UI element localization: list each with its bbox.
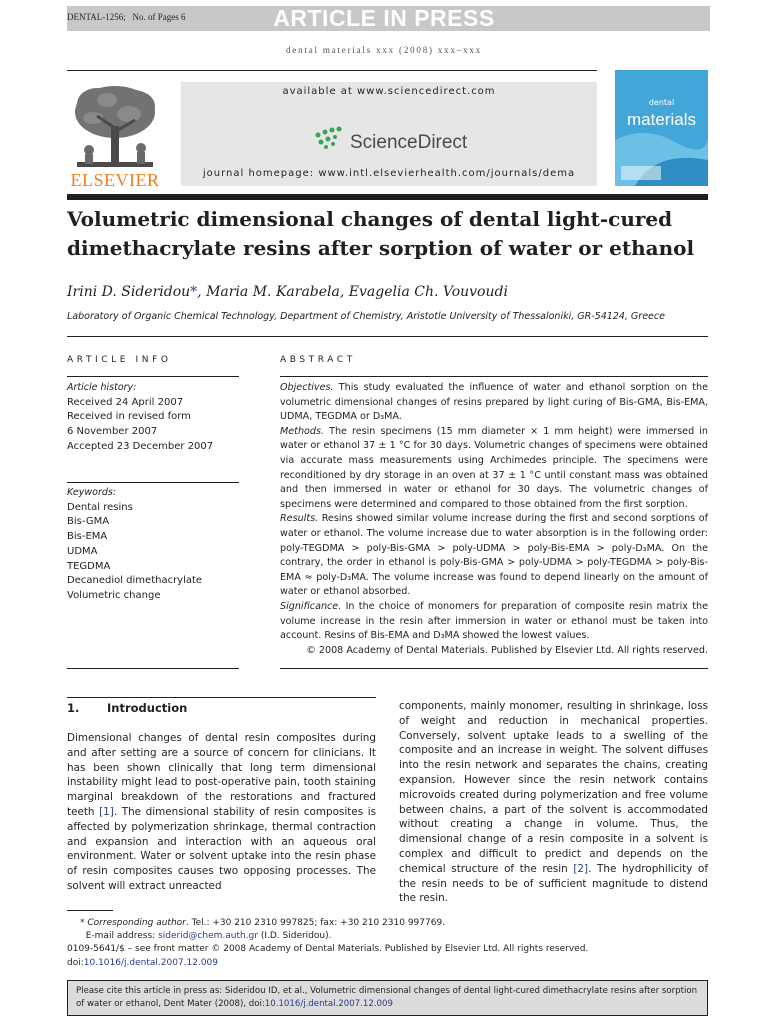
body-column-left <box>67 731 376 894</box>
corresponding-author-mark[interactable]: * <box>190 284 198 300</box>
citation-body: Please cite this article in press as: Sideridou ID, et al., Volumetric dimensional changes of dental light-cured dimethacrylate resins after sorption of water or ethanol, Dent Mater (2008), doi: <box>76 986 698 1009</box>
available-at-link[interactable]: available at www.sciencedirect.com <box>282 86 496 97</box>
journal-homepage-link[interactable]: journal homepage: www.intl.elsevierhealth.com/journals/dema <box>202 168 576 179</box>
article-info-heading: ARTICLE INFO <box>67 355 172 365</box>
footnote-mark: * <box>80 918 85 928</box>
keywords-label: Keywords: <box>67 487 117 498</box>
journal-line: dental materials xxx (2008) xxx–xxx <box>286 45 482 55</box>
significance-label: Significance. <box>280 600 342 612</box>
header-rule <box>67 70 597 71</box>
elsevier-wordmark: ELSEVIER <box>70 170 160 190</box>
abstract-rule <box>280 376 708 377</box>
history-item: Accepted 23 December 2007 <box>67 440 214 452</box>
body-text: . The hydrophilicity of the resin needs to be of sufficient magnitude to distend the resin. <box>399 862 708 905</box>
author-others: , Maria M. Karabela, Evagelia Ch. Vouvoudi <box>197 284 508 300</box>
contact-numbers: . Tel.: +30 210 2310 997825; fax: +30 210 2310 997769. <box>185 918 446 928</box>
abstract-methods <box>280 425 708 513</box>
keyword-item: Bis-EMA <box>67 531 108 543</box>
history-item: 6 November 2007 <box>67 426 158 438</box>
author-list <box>67 284 708 300</box>
history-item: Received in revised form <box>67 411 191 423</box>
reference-link[interactable]: [2] <box>573 862 589 875</box>
article-info-bottom-rule <box>67 668 239 669</box>
body-text: Dimensional changes of dental resin composites during and after setting are a source of concern for clinicians. It has been shown clinically that long term dimensional instability might lead to post-operative pain, tooth staining marginal breakdown of the restorations and fractured teeth <box>67 732 376 818</box>
abstract-results <box>280 512 708 600</box>
keyword-item: UDMA <box>67 545 98 557</box>
keyword-item: Dental resins <box>67 501 133 513</box>
section-heading <box>67 701 187 715</box>
keywords-rule <box>67 482 239 483</box>
cover-title-line1: dental <box>648 98 675 107</box>
abstract-objectives <box>280 381 708 425</box>
keyword-item: Decanediol dimethacrylate <box>67 575 203 587</box>
citation-doi-link[interactable]: 10.1016/j.dental.2007.12.009 <box>264 998 393 1009</box>
email-link[interactable]: siderid@chem.auth.gr <box>158 931 258 942</box>
methods-text: The resin specimens (15 mm diameter × 1 mm height) were immersed in water or ethanol 37 ± 1 °C for 30 days. Volumetric changes of specimens were obtained via accurate mass measurements using Archimedes principle. The specimens were reconditioned by dry storage in an oven at 37 ± 1 °C until constant mass was obtained and then immersed in water or ethanol for 30 days. The volumetric changes of specimens were determined and compared to those obtained from the first sorption. <box>280 425 708 510</box>
results-text: Resins showed similar volume increase during the first and second sorptions of water or ethanol. The volume increase due to water absorption is in the following order: poly-TEGDMA > poly-Bis-GMA > poly-UDMA > poly-Bis-EMA > poly-D₃MA. On the contrary, the order in ethanol is poly-Bis-GMA > poly-UDMA > poly-TEGDMA > poly-Bis-EMA ≈ poly-D₃MA. The volume increase was found to depend linearly on the amount of water or ethanol absorbed. <box>280 513 708 598</box>
section-title: Introduction <box>107 701 188 715</box>
email-note <box>67 930 708 943</box>
significance-text: In the choice of monomers for preparation of composite resin matrix the volume increase in the resin after immersion in water or ethanol must be taken into account. Resins of Bis-EMA and D₃MA showed the lowest values. <box>280 600 708 642</box>
cover-title-line2: materials <box>627 110 696 129</box>
email-owner: (I.D. Sideridou). <box>257 931 332 942</box>
sciencedirect-wordmark: ScienceDirect <box>350 132 468 153</box>
keyword-item: Bis-GMA <box>67 516 110 528</box>
objectives-text: This study evaluated the influence of water and ethanol sorption on the volumetric dimensional changes of resins prepared by light curing of Bis-GMA, Bis-EMA, UDMA, TEGDMA or D₃MA. <box>280 382 708 423</box>
author-corresponding: Irini D. Sideridou <box>67 284 191 300</box>
article-history <box>67 381 239 455</box>
page-count: No. of Pages 6 <box>132 12 186 22</box>
abstract-significance <box>280 600 708 644</box>
manuscript-id: DENTAL-1256; <box>67 12 126 22</box>
issn-line: 0109-5641/$ – see front matter © 2008 Academy of Dental Materials. Published by Elsevier Ltd. All rights reserved. <box>67 944 589 955</box>
history-label: Article history: <box>67 382 137 393</box>
abstract-copyright: © 2008 Academy of Dental Materials. Published by Elsevier Ltd. All rights reserved. <box>306 644 708 656</box>
results-label: Results. <box>280 513 319 525</box>
keyword-item: TEGDMA <box>67 560 111 572</box>
section-rule <box>67 697 376 698</box>
keyword-item: Volumetric change <box>67 589 161 601</box>
doi-line <box>67 957 708 970</box>
sciencedirect-logo <box>310 125 480 155</box>
body-column-right <box>399 699 708 906</box>
banner-title: ARTICLE IN PRESS <box>273 5 495 31</box>
title-rule <box>67 336 708 337</box>
body-text: . The dimensional stability of resin composites is affected by polymerization shrinkage, thermal contraction and expansion and interaction with an aqueous oral environment. Water or solvent uptake into the resin phase of resin composites causes two opposing processes. The solvent will extract unreacted <box>67 805 377 892</box>
header-thick-rule <box>67 194 708 200</box>
body-text: components, mainly monomer, resulting in shrinkage, loss of weight and reduction in mechanical properties. Conversely, solvent uptake leads to a swelling of the composite and an increase in weight. The solvent diffuses into the resin network and separates the chains, creating expansion. However since the resin network contains microvoids created during polymerization and free volume between chains, a part of the solvent is accommodated without creating a change in volume. Thus, the dimensional change of a resin composite in a solvent is complex and difficult to predict and depends on the chemical structure of the resin <box>399 700 708 875</box>
doi-label: doi: <box>67 957 84 968</box>
doi-link[interactable]: 10.1016/j.dental.2007.12.009 <box>83 957 218 968</box>
abstract-text <box>280 381 708 658</box>
citation-text <box>76 985 706 1010</box>
section-number: 1. <box>67 701 80 715</box>
objectives-label: Objectives. <box>280 382 334 393</box>
email-label: E-mail address: <box>85 931 159 942</box>
abstract-bottom-rule <box>280 668 708 669</box>
article-title: Volumetric dimensional changes of dental light-cured dimethacrylate resins after sorption of water or ethanol <box>67 207 695 260</box>
reference-link[interactable]: [1] <box>99 805 114 818</box>
footnote-rule <box>67 910 113 911</box>
journal-cover <box>615 70 708 186</box>
affiliation: Laboratory of Organic Chemical Technology, Department of Chemistry, Aristotle University of Thessaloniki, GR-54124, Greece <box>67 311 665 322</box>
history-item: Received 24 April 2007 <box>67 396 184 408</box>
abstract-heading: ABSTRACT <box>280 355 356 365</box>
article-info-rule <box>67 376 239 377</box>
keywords <box>67 486 239 604</box>
footnotes <box>67 917 708 970</box>
corresponding-label: Corresponding author <box>87 918 186 928</box>
methods-label: Methods. <box>280 425 325 437</box>
corresponding-author-note <box>67 917 708 930</box>
